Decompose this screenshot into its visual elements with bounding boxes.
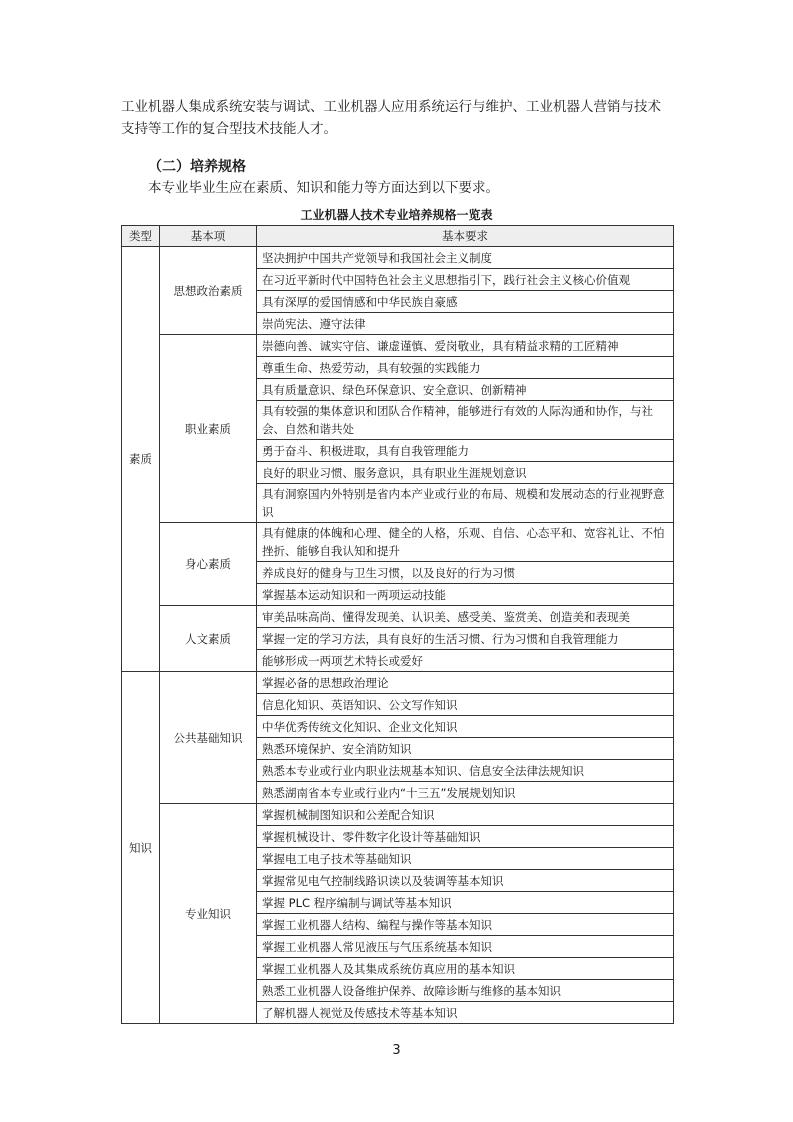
requirement-cell: 信息化知识、英语知识、公文写作知识 — [257, 694, 674, 716]
requirement-cell: 崇德向善、诚实守信、谦虚谨慎、爱岗敬业，具有精益求精的工匠精神 — [257, 335, 674, 357]
table-row — [122, 247, 674, 269]
requirement-cell: 熟悉工业机器人设备维护保养、故障诊断与维修的基本知识 — [257, 980, 674, 1002]
table-row — [122, 672, 674, 694]
table-row — [122, 335, 674, 357]
requirement-cell: 掌握基本运动知识和一两项运动技能 — [257, 584, 674, 606]
requirement-cell: 掌握 PLC 程序编制与调试等基本知识 — [257, 892, 674, 914]
requirement-cell: 具有质量意识、绿色环保意识、安全意识、创新精神 — [257, 379, 674, 401]
requirement-cell: 熟悉湖南省本专业或行业内“十三五”发展规划知识 — [257, 782, 674, 804]
requirement-cell: 具有健康的体魄和心理、健全的人格，乐观、自信、心态平和、宽容礼让、不怕挫折、能够自我认知和提升 — [257, 523, 674, 562]
table-body — [122, 247, 674, 1024]
requirement-cell: 掌握工业机器人常见液压与气压系统基本知识 — [257, 936, 674, 958]
requirement-cell: 掌握电工电子技术等基础知识 — [257, 848, 674, 870]
requirement-cell: 良好的职业习惯、服务意识，具有职业生涯规划意识 — [257, 462, 674, 484]
type-cell: 知识 — [122, 672, 160, 1024]
table-caption: 工业机器人技术专业培养规格一览表 — [300, 208, 493, 222]
requirement-cell: 勇于奋斗、积极进取，具有自我管理能力 — [257, 440, 674, 462]
item-cell: 专业知识 — [160, 804, 257, 1024]
requirement-cell: 审美品味高尚、懂得发现美、认识美、感受美、鉴赏美、创造美和表现美 — [257, 606, 674, 628]
item-cell: 公共基础知识 — [160, 672, 257, 804]
item-cell: 思想政治素质 — [160, 247, 257, 335]
table-row — [122, 804, 674, 826]
requirement-cell: 具有深厚的爱国情感和中华民族自豪感 — [257, 291, 674, 313]
requirement-cell: 尊重生命、热爱劳动，具有较强的实践能力 — [257, 357, 674, 379]
requirement-cell: 中华优秀传统文化知识、企业文化知识 — [257, 716, 674, 738]
item-cell: 人文素质 — [160, 606, 257, 672]
training-spec-table — [121, 225, 674, 1024]
requirement-cell: 熟悉环境保护、安全消防知识 — [257, 738, 674, 760]
page-number: 3 — [392, 1043, 401, 1058]
requirement-cell: 掌握工业机器人及其集成系统仿真应用的基本知识 — [257, 958, 674, 980]
requirement-cell: 掌握常见电气控制线路识读以及装调等基本知识 — [257, 870, 674, 892]
requirement-cell: 了解机器人视觉及传感技术等基本知识 — [257, 1002, 674, 1024]
requirement-cell: 熟悉本专业或行业内职业法规基本知识、信息安全法律法规知识 — [257, 760, 674, 782]
section-description: 本专业毕业生应在素质、知识和能力等方面达到以下要求。 — [148, 180, 499, 196]
requirement-cell: 养成良好的健身与卫生习惯，以及良好的行为习惯 — [257, 562, 674, 584]
section-heading: （二）培养规格 — [148, 159, 246, 175]
header-type: 类型 — [122, 226, 160, 247]
requirement-cell: 能够形成一两项艺术特长或爱好 — [257, 650, 674, 672]
item-cell: 身心素质 — [160, 523, 257, 606]
requirement-cell: 掌握工业机器人结构、编程与操作等基本知识 — [257, 914, 674, 936]
table-row — [122, 523, 674, 562]
requirement-cell: 坚决拥护中国共产党领导和我国社会主义制度 — [257, 247, 674, 269]
type-cell: 素质 — [122, 247, 160, 672]
intro-paragraph: 工业机器人集成系统安装与调试、工业机器人应用系统运行与维护、工业机器人营销与技术支持等工作的复合型技术技能人才。 — [121, 99, 661, 137]
table-header-row — [122, 226, 674, 247]
requirement-cell: 具有较强的集体意识和团队合作精神，能够进行有效的人际沟通和协作，与社会、自然和谐共处 — [257, 401, 674, 440]
requirement-cell: 具有洞察国内外特别是省内本产业或行业的布局、规模和发展动态的行业视野意识 — [257, 484, 674, 523]
requirement-cell: 掌握必备的思想政治理论 — [257, 672, 674, 694]
requirement-cell: 掌握一定的学习方法，具有良好的生活习惯、行为习惯和自我管理能力 — [257, 628, 674, 650]
header-requirement: 基本要求 — [257, 226, 674, 247]
header-item: 基本项 — [160, 226, 257, 247]
requirement-cell: 掌握机械制图知识和公差配合知识 — [257, 804, 674, 826]
item-cell: 职业素质 — [160, 335, 257, 523]
requirement-cell: 崇尚宪法、遵守法律 — [257, 313, 674, 335]
table-row — [122, 606, 674, 628]
requirement-cell: 掌握机械设计、零件数字化设计等基础知识 — [257, 826, 674, 848]
requirement-cell: 在习近平新时代中国特色社会主义思想指引下，践行社会主义核心价值观 — [257, 269, 674, 291]
